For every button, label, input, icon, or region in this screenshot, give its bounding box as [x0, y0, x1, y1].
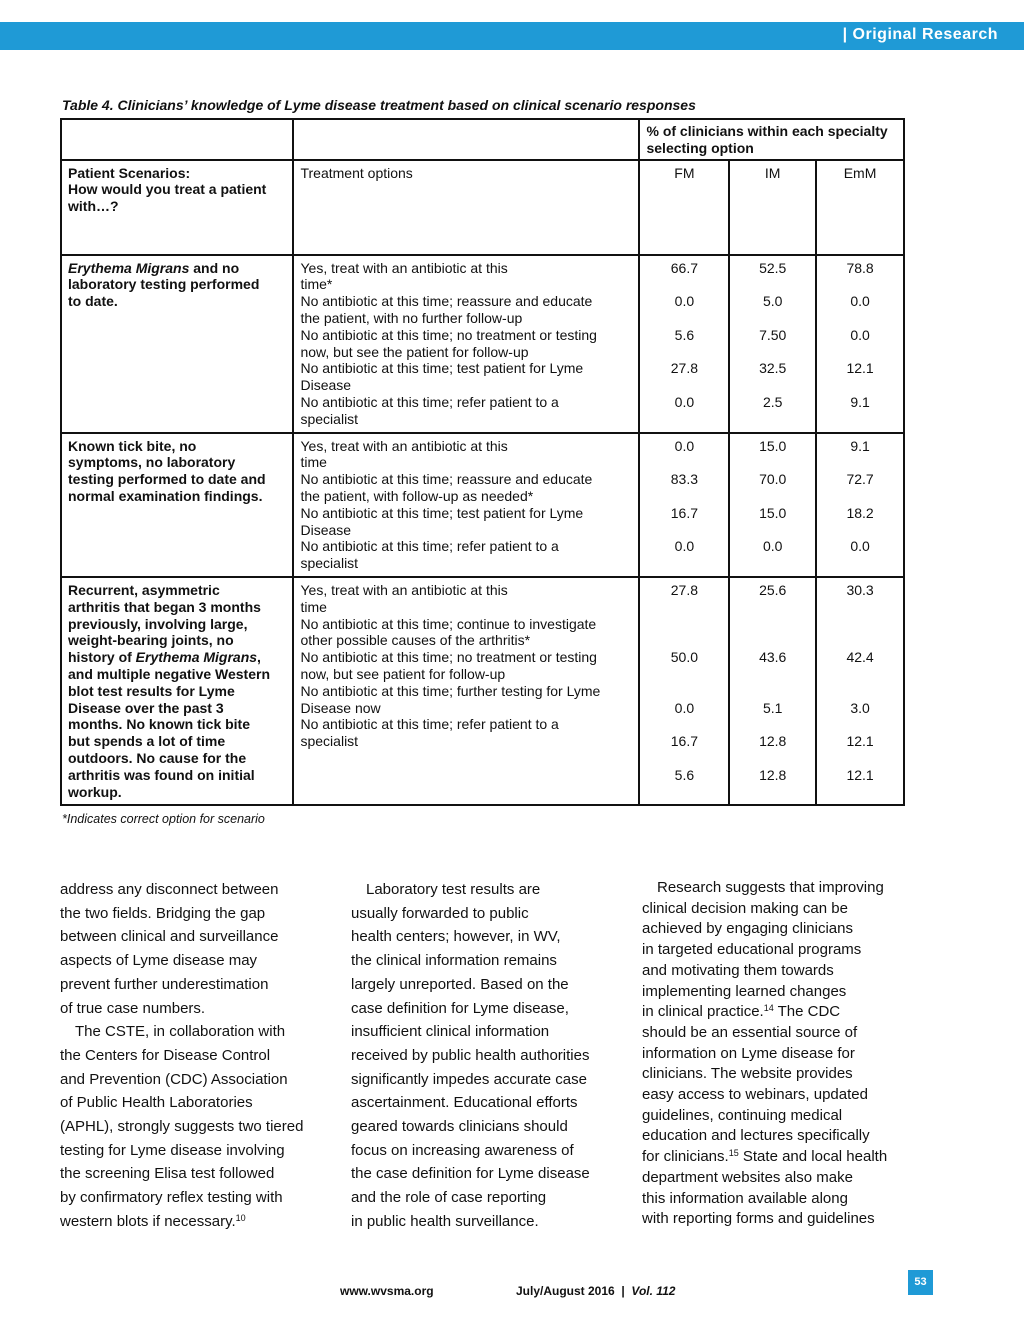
- scenario-2-im-values: 15.0 70.0 15.0 0.0: [729, 433, 816, 577]
- scenario-3-im-values: 25.6 43.6 5.1 12.8 12.8: [729, 577, 816, 805]
- paragraph: Research suggests that improving clinical decision making can be achieved by engaging clinicians in targeted educational programs and motivating them towards implementing learned changes in clinical practice.$^{14}$ The CDC should be an essential source of information on Lyme disease for clinicians. The website provides easy access to webinars, updated guidelines, continuing medical education and lectures specifically for clinicians.$^{15}$ State and local health department websites also make this information available along with reporting forms and guidelines: [642, 879, 888, 1228]
- scenario-2-fm-values: 0.0 83.3 16.7 0.0: [639, 433, 729, 577]
- citation-ref: 14: [763, 1003, 774, 1014]
- emm-column-header: EmM: [816, 160, 904, 255]
- treatment-column-header: Treatment options: [293, 160, 639, 255]
- scenario-row-1: [61, 255, 904, 433]
- citation-ref: 10: [235, 1212, 246, 1223]
- table-footnote: *Indicates correct option for scenario: [62, 812, 265, 826]
- scenario-2-description: Known tick bite, no symptoms, no laboratory testing performed to date and normal examination findings.: [61, 433, 293, 577]
- pct-header: % of clinicians within each specialty selecting option: [639, 119, 904, 160]
- scenario-row-3: [61, 577, 904, 805]
- scenario-1-fm-values: 66.7 0.0 5.6 27.8 0.0: [639, 255, 729, 433]
- scenario-1-description: Erythema Migrans and no laboratory testing performed to date.: [61, 255, 293, 433]
- body-column-1: [60, 878, 330, 1234]
- scenario-2-options: Yes, treat with an antibiotic at this time No antibiotic at this time; reassure and educate the patient, with follow-up as needed* No antibiotic at this time; test patient for Lyme Disease No antibiotic at this time; refer patient to a specialist: [293, 433, 639, 577]
- section-label: | Original Research: [842, 26, 998, 43]
- body-column-3: [642, 878, 912, 1230]
- paragraph: Laboratory test results are usually forwarded to public health centers; however, in WV, the clinical information remains largely unreported. Based on the case definition for Lyme disease, insufficient clinical information received by public health authorities significantly impedes accurate case ascertainment. Educational efforts geared towards clinicians should focus on increasing awareness of the case definition for Lyme disease and the role of case reporting in public health surveillance.: [351, 881, 590, 1230]
- scenario-row-2: [61, 433, 904, 577]
- scenario-3-emm-values: 30.3 42.4 3.0 12.1 12.1: [816, 577, 904, 805]
- footer-website-link[interactable]: www.wvsma.org: [340, 1284, 434, 1298]
- body-column-2: [351, 878, 621, 1234]
- scenario-1-im-values: 52.5 5.0 7.50 32.5 2.5: [729, 255, 816, 433]
- scenario-2-emm-values: 9.1 72.7 18.2 0.0: [816, 433, 904, 577]
- citation-ref: 15: [728, 1148, 739, 1159]
- scenario-3-options: Yes, treat with an antibiotic at this time No antibiotic at this time; continue to investigate other possible causes of the arthritis* No antibiotic at this time; no treatment or testing now, but see patient for follow-up No antibiotic at this time; further testing for Lyme Disease now No antibiotic at this time; refer patient to a specialist: [293, 577, 639, 805]
- scenario-1-options: Yes, treat with an antibiotic at this time* No antibiotic at this time; reassure and educate the patient, with no further follow-up No antibiotic at this time; no treatment or testing now, but see the patient for follow-up No antibiotic at this time; test patient for Lyme Disease No antibiotic at this time; refer patient to a specialist: [293, 255, 639, 433]
- footer-issue: July/August 2016 | Vol. 112: [516, 1284, 676, 1298]
- fm-column-header: FM: [639, 160, 729, 255]
- scenario-1-emm-values: 78.8 0.0 0.0 12.1 9.1: [816, 255, 904, 433]
- table-caption: Table 4. Clinicians’ knowledge of Lyme disease treatment based on clinical scenario responses: [62, 97, 696, 113]
- scenario-3-description: Recurrent, asymmetric arthritis that began 3 months previously, involving large, weight-bearing joints, no history of Erythema Migrans, and multiple negative Western blot test results for Lyme Disease over the past 3 months. No known tick bite but spends a lot of time outdoors. No cause for the arthritis was found on initial workup.: [61, 577, 293, 805]
- paragraph: address any disconnect between the two fields. Bridging the gap between clinical and surveillance aspects of Lyme disease may prevent further underestimation of true case numbers.: [60, 881, 279, 1017]
- scenario-column-header: Patient Scenarios: How would you treat a patient with…?: [61, 160, 293, 255]
- page-number: 53: [908, 1270, 933, 1295]
- table-header-row-2: [61, 160, 904, 255]
- paragraph: The CSTE, in collaboration with the Centers for Disease Control and Prevention (CDC) Association of Public Health Laboratories (APHL), strongly suggests two tiered testing for Lyme disease involving the screening Elisa test followed by confirmatory reflex testing with western blots if necessary.$^{10}$: [60, 1023, 304, 1230]
- scenario-3-fm-values: 27.8 50.0 0.0 16.7 5.6: [639, 577, 729, 805]
- table-header-row-1: [61, 119, 904, 160]
- im-column-header: IM: [729, 160, 816, 255]
- table-4: [60, 118, 905, 806]
- header-bar: [0, 22, 1024, 50]
